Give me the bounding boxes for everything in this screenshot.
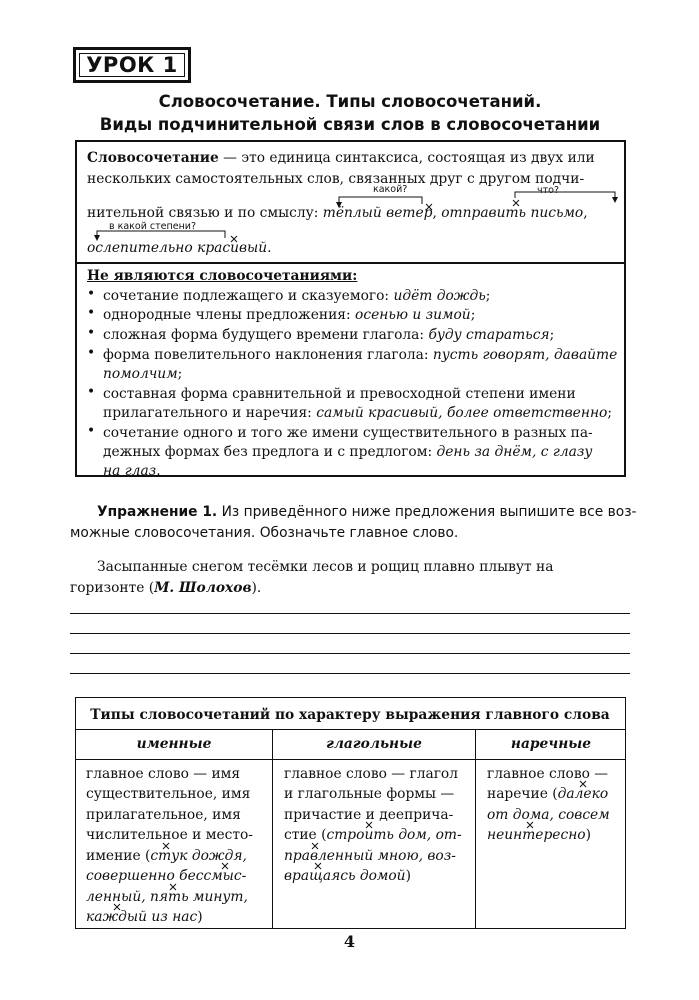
exclusion-item-2-text: однородные члены предложения: xyxy=(103,307,356,323)
comma-2: , xyxy=(583,205,588,221)
verbal-line4-text: стие ( xyxy=(284,827,327,843)
example-send-letter: отправить письмо xyxy=(441,205,584,221)
definition-line1-text: — это единица синтаксиса, состоящая из двух или xyxy=(218,150,595,166)
bullet-5: • xyxy=(87,384,96,400)
exclusion-item-2-end: ; xyxy=(470,307,476,323)
verbal-line5: правленный мною, воз- xyxy=(284,848,456,864)
exclusion-item-2-example: осенью и зимой xyxy=(355,307,471,323)
question-label-3: в какой степени? xyxy=(109,221,197,232)
table-hline-1 xyxy=(76,729,625,730)
verbal-example-1: строить дом, от- xyxy=(326,827,462,843)
adverbial-example-1: далеко xyxy=(557,786,609,802)
exclusion-item-5-example: самый красивый, более ответственно xyxy=(316,405,608,421)
exclusion-item-1-text: сочетание подлежащего и сказуемого: xyxy=(103,288,394,304)
lesson-badge xyxy=(73,47,191,83)
exclusions-heading: Не являются словосочетаниями: xyxy=(87,268,358,284)
verbal-line6-end: ) xyxy=(405,868,411,884)
comma-1: , xyxy=(432,205,442,221)
exclusion-item-1 xyxy=(103,286,490,306)
exclusion-item-3-text: сложная форма будущего времени глагола: xyxy=(103,327,429,343)
adverbial-line1: главное слово — xyxy=(487,766,609,782)
header-nominal: именные xyxy=(136,736,212,752)
nominal-line1: главное слово — имя xyxy=(86,766,241,782)
bullet-1: • xyxy=(87,286,96,302)
exclusion-item-4-end: ; xyxy=(177,366,183,382)
definition-line4 xyxy=(87,238,272,258)
exercise-text1: Из приведённого ниже предложения выпишите все воз- xyxy=(217,504,637,520)
nominal-line3: прилагательное, имя xyxy=(86,807,241,823)
definition-line1 xyxy=(87,148,595,168)
nominal-line8 xyxy=(86,907,203,928)
exclusion-item-1-end: ; xyxy=(485,288,491,304)
adverbial-line4-end: ) xyxy=(585,827,591,843)
bullet-3: • xyxy=(87,325,96,341)
question-arrows-2 xyxy=(77,142,87,152)
verbal-line1: главное слово — глагол xyxy=(284,766,458,782)
header-verbal: глагольные xyxy=(326,736,422,752)
exclusion-item-6-example-cont: на глаз xyxy=(103,463,157,479)
exclusion-item-6-cont-text: дежных формах без предлога и с предлогом: xyxy=(103,444,437,460)
nominal-line4: числительное и место- xyxy=(86,827,253,843)
adverbial-line3: от дома, совсем xyxy=(487,807,610,823)
sentence-part: горизонте ( xyxy=(70,580,155,596)
exclusion-item-5-cont xyxy=(103,403,612,423)
verbal-line4 xyxy=(284,825,462,846)
box-divider xyxy=(77,262,624,264)
exercise-line1 xyxy=(97,502,637,522)
exclusion-item-6-example: день за днём, с глазу xyxy=(436,444,593,460)
answer-line-3[interactable] xyxy=(70,653,630,654)
table-title: Типы словосочетаний по характеру выражения главного слова xyxy=(90,707,610,723)
exercise-line2: можные словосочетания. Обозначьте главное слово. xyxy=(70,525,459,541)
nominal-line6: совершенно бессмыс- xyxy=(86,868,247,884)
adverbial-line2 xyxy=(487,784,608,805)
page-number: 4 xyxy=(343,932,356,951)
exclusion-item-4-example-cont: помолчим xyxy=(103,366,178,382)
verbal-example-3: вращаясь домой xyxy=(284,868,406,884)
definition-line2: нескольких самостоятельных слов, связанных друг с другом подчи- xyxy=(87,171,585,187)
nominal-example-1: стук дождя, xyxy=(150,848,247,864)
nominal-line5-text: имение ( xyxy=(86,848,151,864)
lesson-badge-label: УРОК 1 xyxy=(79,53,185,77)
exclusion-item-3 xyxy=(103,325,554,345)
bullet-2: • xyxy=(87,305,96,321)
exclusion-item-6-end: . xyxy=(156,463,161,479)
bullet-6: • xyxy=(87,423,96,439)
exercise-label: Упражнение 1. xyxy=(97,504,218,520)
answer-line-2[interactable] xyxy=(70,633,630,634)
exclusion-item-5-cont-text: прилагательного и наречия: xyxy=(103,405,317,421)
page-title-line2: Виды подчинительной связи слов в словосочетании xyxy=(99,115,601,134)
exclusion-item-5: составная форма сравнительной и превосходной степени имени xyxy=(103,386,576,402)
definition-term: Словосочетание xyxy=(87,150,219,166)
nominal-line8-end: ) xyxy=(197,909,203,925)
phrase-types-table xyxy=(75,697,626,929)
table-hline-2 xyxy=(76,759,625,760)
adverbial-line4 xyxy=(487,825,591,846)
exclusion-item-1-example: идёт дождь xyxy=(393,288,486,304)
verbal-line3: причастие и дееприча- xyxy=(284,807,454,823)
period: . xyxy=(267,240,272,256)
question-label-1: какой? xyxy=(373,184,408,195)
exclusion-item-4-cont xyxy=(103,364,182,384)
bullet-4: • xyxy=(87,345,96,361)
sentence-end: ). xyxy=(251,580,262,596)
main-word-marks xyxy=(76,698,86,708)
definition-line3 xyxy=(87,203,588,223)
verbal-line2: и глагольные формы — xyxy=(284,786,455,802)
exercise-sentence-line1: Засыпанные снегом тесёмки лесов и рощиц плавно плывут на xyxy=(97,559,554,575)
answer-line-4[interactable] xyxy=(70,673,630,674)
adverbial-example-2: неинтересно xyxy=(487,827,586,843)
exclusion-item-4-example: пусть говорят, давайте xyxy=(432,347,618,363)
verbal-line6 xyxy=(284,866,411,887)
exclusion-item-4 xyxy=(103,345,617,365)
nominal-line7: ленный, пять минут, xyxy=(86,889,248,905)
table-vline-2 xyxy=(475,729,476,928)
exclusion-item-4-text: форма повелительного наклонения глагола: xyxy=(103,347,433,363)
exclusion-item-2 xyxy=(103,305,475,325)
table-vline-1 xyxy=(272,729,273,928)
exclusion-item-5-end: ; xyxy=(607,405,612,421)
exclusion-item-3-example: буду стараться xyxy=(428,327,550,343)
nominal-example-4: каждый из нас xyxy=(86,909,198,925)
sentence-author: М. Шолохов xyxy=(154,580,252,596)
header-adverbial: наречные xyxy=(510,736,592,752)
exclusion-item-3-end: ; xyxy=(549,327,555,343)
page-title-line1: Словосочетание. Типы словосочетаний. xyxy=(158,92,542,111)
rule-box xyxy=(75,140,626,477)
exclusion-item-6-cont xyxy=(103,442,592,462)
exercise-sentence-line2 xyxy=(70,578,261,598)
definition-line3-text: нительной связью и по смыслу: xyxy=(87,205,323,221)
adverbial-line2-text: наречие ( xyxy=(487,786,558,802)
nominal-line2: существительное, имя xyxy=(86,786,251,802)
example-warm-wind: тёплый ветер xyxy=(322,205,433,221)
question-label-2: что? xyxy=(537,185,560,196)
exclusion-item-6: сочетание одного и того же имени существительного в разных па- xyxy=(103,425,593,441)
example-dazzling-beautiful: ослепительно красивый xyxy=(87,240,268,256)
exclusion-item-6-cont2 xyxy=(103,461,161,481)
answer-line-1[interactable] xyxy=(70,613,630,614)
